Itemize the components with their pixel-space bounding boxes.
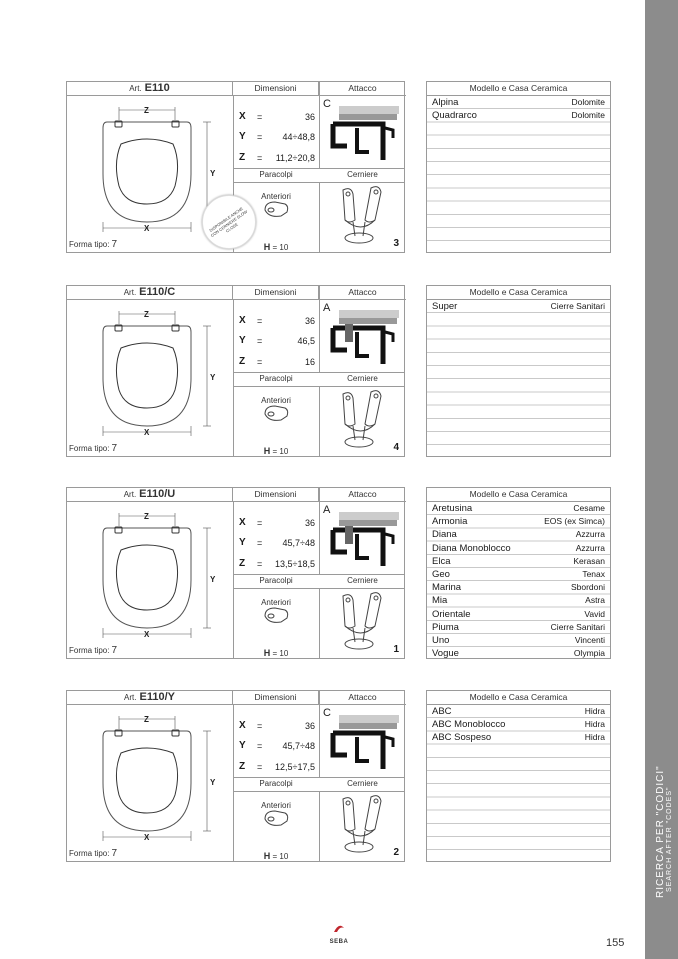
model-row — [427, 718, 610, 731]
forma-value: 7 — [111, 239, 118, 250]
attacco-diagram — [323, 304, 403, 372]
model-brand: Kerasan — [573, 555, 605, 566]
models-table — [426, 285, 611, 457]
logo-text: SEBA — [329, 939, 349, 945]
dim-x-row: X = 36 — [239, 111, 315, 122]
hinge-drawing — [329, 791, 395, 859]
cerniere-header: Cerniere — [347, 170, 378, 179]
model-brand: Vavid — [584, 608, 605, 619]
buffer-drawing — [261, 198, 291, 220]
article-prefix: Art. — [123, 490, 137, 499]
seba-logo — [326, 921, 352, 945]
forma-tipo: Forma tipo: 7 — [69, 443, 118, 454]
paracolpi-header: Paracolpi — [259, 576, 293, 585]
forma-tipo: Forma tipo: 7 — [69, 645, 118, 656]
model-row — [427, 731, 610, 744]
model-name: Diana Monoblocco — [432, 542, 511, 554]
figure-number: 2 — [393, 847, 399, 858]
product-card — [66, 690, 405, 862]
models-rows — [427, 300, 610, 456]
anteriori-label: Anteriori — [261, 396, 291, 405]
model-row — [427, 515, 610, 528]
model-brand: Cesame — [573, 503, 605, 513]
model-row — [427, 109, 610, 122]
seat-drawing — [87, 510, 227, 640]
model-name: Piuma — [432, 621, 459, 633]
slow-close-stamp — [202, 195, 256, 249]
model-row — [427, 542, 610, 555]
model-brand: Olympia — [573, 648, 605, 659]
dim-y-value: 46,5 — [297, 336, 315, 346]
models-header: Modello e Casa Ceramica — [427, 286, 610, 300]
paracolpi-header: Paracolpi — [259, 170, 293, 179]
figure-number: 1 — [393, 644, 399, 655]
cerniere-header: Cerniere — [347, 576, 378, 585]
attacco-header: Attacco — [319, 286, 406, 300]
dim-y-value: 45,7÷48 — [282, 538, 315, 548]
model-brand: Azzurra — [575, 529, 605, 540]
model-row — [427, 96, 610, 109]
article-header — [67, 488, 233, 502]
figure-number: 4 — [393, 442, 399, 453]
side-tab-title: RICERCA PER "CODICI" — [655, 765, 666, 898]
dimensions-header: Dimensioni — [233, 286, 319, 300]
models-header: Modello e Casa Ceramica — [427, 82, 610, 96]
hinge-drawing — [329, 588, 395, 656]
dim-y-row: Y = 45,7÷48 — [239, 537, 315, 548]
dimensions-header: Dimensioni — [233, 488, 319, 502]
article-code: E110/Y — [139, 691, 175, 703]
drawing-x-label: X — [144, 630, 150, 639]
dim-y-row: Y = 46,5 — [239, 335, 315, 346]
models-rows — [427, 96, 610, 252]
dim-x-row: X = 36 — [239, 720, 315, 731]
model-name: Mia — [432, 595, 448, 607]
figure-number: 3 — [393, 238, 399, 249]
attacco-header: Attacco — [319, 691, 406, 705]
buffer-drawing — [261, 807, 291, 829]
forma-value: 7 — [111, 443, 118, 454]
model-name: Vogue — [432, 648, 459, 660]
drawing-y-label: Y — [210, 373, 216, 382]
model-name: Geo — [432, 568, 450, 580]
column-divider — [319, 182, 320, 252]
paracolpi-header: Paracolpi — [259, 374, 293, 383]
dim-z-value: 13,5÷18,5 — [275, 559, 315, 569]
model-row — [427, 555, 610, 568]
cerniere-header: Cerniere — [347, 779, 378, 788]
stamp-text: DISPONIBILE ANCHE CON CERNIERE SLOW CLOSE — [208, 205, 249, 239]
product-card — [66, 487, 405, 659]
cerniere-header: Cerniere — [347, 374, 378, 383]
model-row — [427, 568, 610, 581]
model-brand: Tenax — [582, 568, 605, 579]
model-brand: Hidra — [584, 732, 605, 743]
dim-z-value: 12,5÷17,5 — [275, 762, 315, 772]
model-row — [427, 528, 610, 541]
buffer-height: H = 10 — [263, 242, 289, 252]
attacco-header: Attacco — [319, 488, 406, 502]
buffer-height: H = 10 — [263, 446, 289, 456]
forma-value: 7 — [111, 645, 118, 656]
model-brand: Cierre Sanitari — [550, 621, 605, 632]
model-brand: Cierre Sanitari — [550, 301, 605, 311]
dim-y-row: Y = 44÷48,8 — [239, 131, 315, 142]
dim-z-row: Z = 13,5÷18,5 — [239, 558, 315, 569]
model-brand: Astra — [585, 595, 605, 606]
dim-z-row: Z = 11,2÷20,8 — [239, 152, 315, 163]
model-row — [427, 581, 610, 594]
anteriori-label: Anteriori — [261, 192, 291, 201]
model-row — [427, 502, 610, 515]
model-name: Orientale — [432, 608, 471, 620]
attacco-type: A — [323, 302, 331, 314]
drawing-z-label: Z — [144, 310, 149, 319]
anteriori-label: Anteriori — [261, 598, 291, 607]
dim-x-value: 36 — [304, 112, 315, 122]
drawing-x-label: X — [144, 833, 150, 842]
model-brand: Hidra — [584, 706, 605, 716]
dim-x-value: 36 — [304, 316, 315, 326]
column-divider — [319, 588, 320, 658]
model-name: ABC — [432, 706, 452, 717]
article-code: E110 — [144, 82, 170, 94]
forma-value: 7 — [111, 848, 118, 859]
page-number: 155 — [606, 937, 625, 949]
buffer-drawing — [261, 604, 291, 626]
attacco-diagram — [323, 506, 403, 574]
model-row — [427, 634, 610, 647]
drawing-z-label: Z — [144, 512, 149, 521]
column-divider — [319, 791, 320, 861]
model-brand: EOS (ex Simca) — [544, 516, 605, 527]
dim-y-value: 44÷48,8 — [282, 132, 315, 142]
attacco-type: A — [323, 504, 331, 516]
model-brand: Azzurra — [575, 542, 605, 553]
models-table — [426, 690, 611, 862]
article-header — [67, 82, 233, 96]
column-divider — [319, 286, 320, 372]
column-divider — [319, 691, 320, 777]
drawing-y-label: Y — [210, 169, 216, 178]
article-prefix: Art. — [123, 288, 137, 297]
column-divider — [319, 82, 320, 168]
article-prefix: Art. — [129, 84, 142, 93]
buffer-height: H = 10 — [263, 851, 289, 861]
dim-z-row: Z = 16 — [239, 356, 315, 367]
model-row — [427, 647, 610, 660]
model-name: Alpina — [432, 97, 459, 108]
dim-z-value: 11,2÷20,8 — [275, 153, 315, 163]
drawing-x-label: X — [144, 428, 150, 437]
drawing-z-label: Z — [144, 715, 149, 724]
article-header — [67, 286, 233, 300]
model-row — [427, 608, 610, 621]
dim-x-value: 36 — [304, 721, 315, 731]
model-name: Armonia — [432, 516, 468, 528]
dimensions-header: Dimensioni — [233, 691, 319, 705]
forma-tipo: Forma tipo: 7 — [69, 239, 118, 250]
drawing-y-label: Y — [210, 575, 216, 584]
drawing-x-label: X — [144, 224, 150, 233]
model-name: ABC Monoblocco — [432, 719, 506, 731]
model-name: Aretusina — [432, 503, 473, 514]
anteriori-label: Anteriori — [261, 801, 291, 810]
dim-z-value: 16 — [304, 357, 315, 367]
side-tab-subtitle: SEARCH AFTER "CODES" — [666, 786, 673, 892]
models-header: Modello e Casa Ceramica — [427, 488, 610, 502]
model-name: Super — [432, 301, 458, 312]
buffer-height: H = 10 — [263, 648, 289, 658]
seat-drawing — [87, 713, 227, 843]
attacco-type: C — [323, 98, 331, 110]
dimensions-header: Dimensioni — [233, 82, 319, 96]
attacco-diagram — [323, 100, 403, 168]
model-row — [427, 300, 610, 313]
article-header — [67, 691, 233, 705]
model-brand: Dolomite — [571, 97, 605, 107]
dim-x-value: 36 — [304, 518, 315, 528]
hinge-drawing — [329, 182, 395, 250]
model-brand: Dolomite — [571, 110, 605, 121]
dim-y-value: 45,7÷48 — [282, 741, 315, 751]
models-rows — [427, 502, 610, 658]
drawing-y-label: Y — [210, 778, 216, 787]
model-name: ABC Sospeso — [432, 732, 492, 744]
article-code: E110/U — [139, 488, 176, 500]
seba-logo-icon — [332, 924, 346, 934]
drawing-z-label: Z — [144, 106, 149, 115]
paracolpi-header: Paracolpi — [259, 779, 293, 788]
dim-x-row: X = 36 — [239, 517, 315, 528]
dim-y-row: Y = 45,7÷48 — [239, 740, 315, 751]
column-divider — [319, 488, 320, 574]
column-divider — [319, 386, 320, 456]
seat-drawing — [87, 308, 227, 438]
model-name: Elca — [432, 555, 451, 567]
model-brand: Sbordoni — [570, 582, 605, 593]
article-code: E110/C — [139, 286, 176, 298]
attacco-header: Attacco — [319, 82, 406, 96]
attacco-diagram — [323, 709, 403, 777]
dim-x-row: X = 36 — [239, 315, 315, 326]
models-rows — [427, 705, 610, 861]
article-prefix: Art. — [124, 693, 137, 702]
models-header: Modello e Casa Ceramica — [427, 691, 610, 705]
models-table — [426, 487, 611, 659]
dim-z-row: Z = 12,5÷17,5 — [239, 761, 315, 772]
model-brand: Vincenti — [574, 634, 605, 645]
product-card — [66, 285, 405, 457]
model-row — [427, 705, 610, 718]
forma-tipo: Forma tipo: 7 — [69, 848, 118, 859]
model-name: Quadrarco — [432, 110, 477, 122]
buffer-drawing — [261, 402, 291, 424]
model-name: Uno — [432, 634, 450, 646]
model-row — [427, 594, 610, 607]
hinge-drawing — [329, 386, 395, 454]
model-row — [427, 621, 610, 634]
attacco-type: C — [323, 707, 331, 719]
model-name: Marina — [432, 582, 462, 594]
models-table — [426, 81, 611, 253]
model-name: Diana — [432, 529, 457, 541]
model-brand: Hidra — [584, 719, 605, 730]
